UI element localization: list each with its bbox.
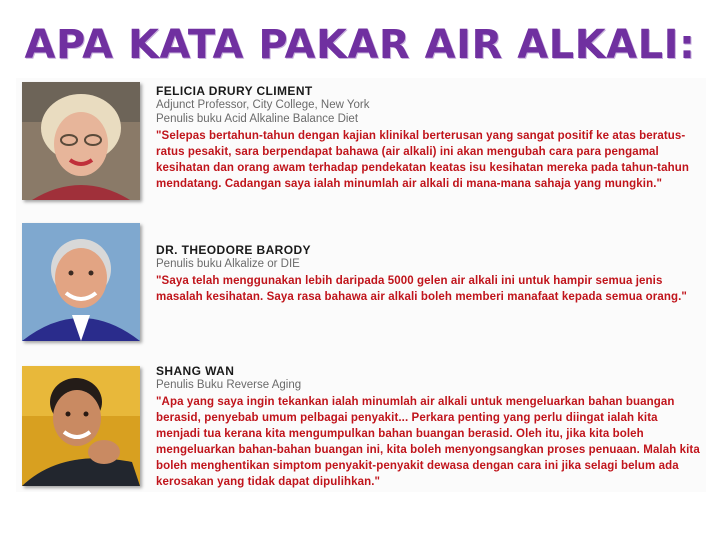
expert-photo-shang-wan <box>22 366 140 486</box>
expert-text <box>156 364 704 490</box>
expert-book: Penulis buku Acid Alkaline Balance Diet <box>156 113 359 125</box>
expert-photo-barody <box>22 223 140 341</box>
expert-name: FELICIA DRURY CLIMENT <box>156 84 313 98</box>
page-title: APA KATA PAKAR AIR ALKALI: <box>24 22 696 68</box>
expert-name: DR. THEODORE BARODY <box>156 243 311 257</box>
expert-text <box>156 84 704 192</box>
expert-role: Adjunct Professor, City College, New York <box>156 99 370 111</box>
expert-list <box>16 78 706 492</box>
expert-quote: "Selepas bertahun-tahun dengan kajian klinikal berterusan yang sangat positif ke atas beratus-ratus pesakit, sara berpendapat bahawa (air alkali) ini akan mengubah cara para pengamal kesihatan dan orang awam terhadap pendekatan keatas isu kesihatan mereka pada tahun-tahun mendatang. Cadangan saya ialah minumlah air alkali di mana-mana sahaja yang mungkin." <box>156 130 689 190</box>
expert-name: SHANG WAN <box>156 364 235 378</box>
expert-quote: "Saya telah menggunakan lebih daripada 5000 gelen air alkali ini untuk hampir semua jenis masalah kesihatan. Saya rasa bahawa air alkali boleh memberi manafaat kepada semua orang." <box>156 275 687 303</box>
expert-text <box>156 243 704 305</box>
expert-photo-felicia <box>22 82 140 200</box>
expert-book: Penulis buku Alkalize or DIE <box>156 258 300 270</box>
expert-book: Penulis Buku Reverse Aging <box>156 379 302 391</box>
expert-quote: "Apa yang saya ingin tekankan ialah minumlah air alkali untuk mengeluarkan bahan buangan berasid, penyebab umum pelbagai penyakit... Perkara penting yang perlu diingat ialah kita menjadi tua kerana kita mengumpulkan bahan buangan berasid. Oleh itu, jika kita boleh mengeluarkan bahan-bahan buangan ini, kita boleh menyongsangkan proses penuaan. Malah kita boleh menghentikan simptom penyakit-penyakit dewasa dengan cara ini jika selagi belum ada kerosakan yang tidak dapat dipulihkan." <box>156 396 700 488</box>
